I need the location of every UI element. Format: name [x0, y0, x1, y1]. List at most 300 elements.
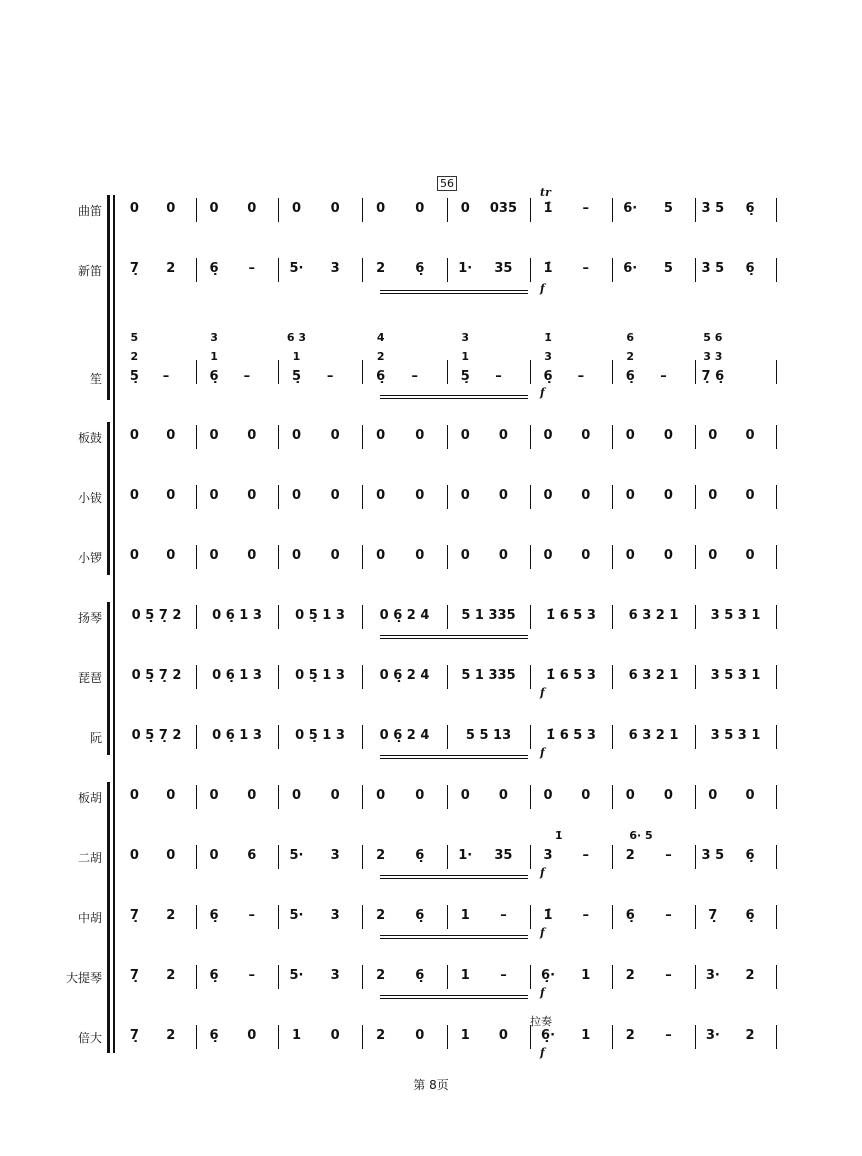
note: 2	[376, 968, 386, 983]
barline	[196, 905, 197, 929]
barline	[362, 605, 363, 629]
instrument-label: 板鼓	[77, 431, 102, 445]
note: 1	[460, 968, 470, 983]
note: 0	[581, 788, 591, 803]
tremolo-line	[380, 638, 528, 639]
barline	[196, 665, 197, 689]
note: 0	[543, 488, 553, 503]
arco-mark: 拉奏	[530, 1016, 552, 1028]
barline	[776, 198, 777, 222]
note: 0	[625, 488, 635, 503]
note: 0	[330, 428, 340, 443]
chord-mid: 2	[376, 350, 385, 363]
note: 6̣·	[541, 968, 556, 983]
note: –	[665, 1028, 672, 1043]
note: 0	[460, 201, 470, 216]
note: 0	[247, 788, 257, 803]
barline	[776, 725, 777, 749]
note: 0	[581, 428, 591, 443]
note: 3 5	[701, 261, 725, 276]
barline	[776, 425, 777, 449]
rest-dash: –	[411, 369, 418, 384]
note: 3 5 3 1	[710, 728, 761, 743]
note: 5	[663, 201, 673, 216]
note: 0	[209, 428, 219, 443]
note: 1·	[458, 848, 473, 863]
note: 0	[581, 488, 591, 503]
barline	[196, 258, 197, 282]
dynamic-f: f	[540, 866, 545, 879]
barline	[362, 1025, 363, 1049]
chord-bottom: 6̣	[625, 369, 635, 384]
note: 0	[166, 201, 176, 216]
tremolo-line	[380, 875, 528, 876]
note: 6̣	[625, 908, 635, 923]
barline	[530, 258, 531, 282]
note: 0 6̣ 2 4	[379, 728, 430, 743]
chord-top: 3	[461, 331, 470, 344]
instrument-label: 大提琴	[65, 971, 102, 985]
note: 5·	[289, 261, 304, 276]
note: 5·	[289, 908, 304, 923]
note: 0	[625, 788, 635, 803]
barline	[612, 725, 613, 749]
barline	[196, 845, 197, 869]
barline	[362, 965, 363, 989]
note: 0 6̣ 1 3	[212, 728, 262, 743]
barline	[612, 360, 613, 384]
note: 1	[291, 1028, 301, 1043]
instrument-label: 板胡	[77, 791, 102, 805]
note: 0	[247, 1028, 257, 1043]
note: 0	[291, 201, 301, 216]
system-line	[113, 195, 115, 1053]
note: 0	[498, 428, 508, 443]
note: 0 6̣ 1 3	[212, 608, 262, 623]
note: 2	[625, 968, 635, 983]
barline	[530, 360, 531, 384]
tremolo-line	[380, 635, 528, 636]
note: 1̇	[543, 908, 553, 923]
note: 3·	[705, 1028, 720, 1043]
note: 0 6̣ 2 4	[379, 608, 430, 623]
barline	[196, 725, 197, 749]
note: 3 5	[701, 848, 725, 863]
note: 0	[129, 788, 139, 803]
barline	[447, 485, 448, 509]
note: 3	[330, 908, 340, 923]
page-footer: 第 8页	[413, 1078, 449, 1092]
note: 0	[209, 788, 219, 803]
barline	[612, 605, 613, 629]
upper-note: 1̇	[554, 829, 563, 842]
note: 0	[460, 548, 470, 563]
note: 0	[543, 788, 553, 803]
note: 0	[247, 428, 257, 443]
note: 1̇ 6 5 3	[546, 668, 596, 683]
barline	[612, 485, 613, 509]
note: 0	[745, 548, 755, 563]
note: 2	[376, 848, 386, 863]
note: 0	[663, 548, 673, 563]
instrument-label: 小锣	[77, 551, 102, 565]
note: –	[500, 968, 507, 983]
barline	[447, 425, 448, 449]
note: 0	[291, 488, 301, 503]
note: 0	[663, 788, 673, 803]
barline	[776, 605, 777, 629]
barline	[447, 545, 448, 569]
note: 2	[166, 908, 176, 923]
note: 0	[129, 848, 139, 863]
dynamic-f: f	[540, 1046, 545, 1059]
barline	[530, 725, 531, 749]
instrument-label: 二胡	[77, 851, 102, 865]
note: 0	[415, 1028, 425, 1043]
tremolo-line	[380, 995, 528, 996]
chord-mid: 2	[130, 350, 139, 363]
note: 0	[129, 201, 139, 216]
note: 6̣	[745, 908, 755, 923]
barline	[695, 965, 696, 989]
note: 3	[330, 261, 340, 276]
chord-bottom: 6̣	[376, 369, 386, 384]
barline	[776, 545, 777, 569]
chord-mid: 3	[544, 350, 552, 363]
note: 0	[498, 1028, 508, 1043]
barline	[447, 258, 448, 282]
barline	[612, 665, 613, 689]
barline	[362, 360, 363, 384]
rest-dash: –	[577, 369, 585, 384]
note: 6	[247, 848, 257, 863]
barline	[196, 545, 197, 569]
note: 6̣	[209, 968, 219, 983]
note: 0	[330, 548, 340, 563]
note: 0	[708, 428, 718, 443]
barline	[612, 905, 613, 929]
barline	[278, 360, 279, 384]
upper-note: 6· 5	[629, 829, 653, 842]
note: –	[665, 848, 672, 863]
tremolo-line	[380, 290, 528, 291]
trill-mark: tr	[540, 186, 551, 199]
barline	[695, 485, 696, 509]
note: –	[582, 261, 589, 276]
barline	[278, 725, 279, 749]
note: 1̇ 6 5 3	[546, 608, 596, 623]
note: –	[665, 908, 672, 923]
note: 0 5̣ 1 3	[295, 608, 345, 623]
note: 35	[494, 848, 513, 863]
barline	[530, 485, 531, 509]
chord-bottom: 5̣	[129, 369, 139, 384]
note: 0	[209, 848, 219, 863]
note: 1·	[458, 261, 473, 276]
note: 5 1 335	[461, 668, 516, 683]
barline	[612, 258, 613, 282]
note: 0	[129, 548, 139, 563]
note: 6̣	[415, 908, 425, 923]
note: 0	[247, 548, 257, 563]
note: 0	[708, 548, 718, 563]
note: 7̣	[129, 908, 139, 923]
note: 0	[415, 428, 425, 443]
note: –	[248, 261, 255, 276]
barline	[362, 665, 363, 689]
instrument-label: 小钹	[77, 491, 102, 505]
note: 0	[209, 201, 219, 216]
dynamic-f: f	[540, 986, 545, 999]
dynamic-f: f	[540, 746, 545, 759]
note: 0 6̣ 2 4	[379, 668, 430, 683]
barline	[196, 360, 197, 384]
tremolo-line	[380, 935, 528, 936]
note: 1̇	[543, 261, 553, 276]
note: 2	[166, 261, 176, 276]
note: 5 5 13	[465, 728, 512, 743]
chord-top: 5	[130, 331, 139, 344]
note: 6 3 2 1	[628, 668, 679, 683]
note: 6̣	[415, 261, 425, 276]
instrument-label: 中胡	[77, 911, 102, 925]
barline	[530, 198, 531, 222]
barline	[776, 665, 777, 689]
barline	[612, 545, 613, 569]
note: 0 5̣ 7̣ 2	[131, 668, 182, 683]
note: 0	[166, 428, 176, 443]
chord-top: 3	[210, 331, 218, 344]
tremolo-line	[380, 938, 528, 939]
chord-bottom: 5̣	[460, 369, 470, 384]
barline	[776, 258, 777, 282]
barline	[196, 605, 197, 629]
chord-top: 4	[376, 331, 385, 344]
note: 7̣	[129, 1028, 139, 1043]
instrument-label: 琵琶	[77, 671, 102, 685]
rest-dash: –	[326, 369, 334, 384]
barline	[530, 965, 531, 989]
barline	[695, 425, 696, 449]
note: 0	[543, 428, 553, 443]
note: 0	[415, 548, 425, 563]
barline	[612, 785, 613, 809]
instrument-label: 曲笛	[77, 204, 102, 218]
note: 0	[460, 428, 470, 443]
barline	[278, 665, 279, 689]
barline	[776, 485, 777, 509]
note: 5	[663, 261, 673, 276]
note: 7̣	[129, 968, 139, 983]
rest-dash: –	[660, 369, 667, 384]
chord-bottom: 7̣ 6̣	[701, 369, 725, 384]
note: 0	[625, 428, 635, 443]
chord-top: 6 3	[286, 331, 307, 344]
barline	[612, 845, 613, 869]
barline	[447, 965, 448, 989]
note: –	[248, 908, 255, 923]
note: 0	[166, 848, 176, 863]
note: 0 6̣ 1 3	[212, 668, 262, 683]
rehearsal-mark: 56	[437, 176, 457, 191]
barline	[530, 665, 531, 689]
chord-top: 6	[626, 331, 635, 344]
barline	[612, 1025, 613, 1049]
dynamic-f: f	[540, 282, 545, 295]
note: 2	[625, 848, 635, 863]
note: 0	[745, 428, 755, 443]
barline	[278, 1025, 279, 1049]
note: 1	[581, 1028, 591, 1043]
barline	[612, 198, 613, 222]
barline	[362, 258, 363, 282]
note: 2	[166, 968, 176, 983]
barline	[278, 258, 279, 282]
rest-dash: –	[243, 369, 251, 384]
tremolo-line	[380, 398, 528, 399]
note: 0	[166, 548, 176, 563]
rest-dash: –	[495, 369, 502, 384]
note: 0	[460, 488, 470, 503]
dynamic-f: f	[540, 686, 545, 699]
barline	[278, 198, 279, 222]
note: 0	[291, 788, 301, 803]
note: 6·	[623, 261, 638, 276]
barline	[196, 425, 197, 449]
chord-mid: 3 3	[703, 350, 723, 363]
tremolo-line	[380, 758, 528, 759]
note: 3 5 3 1	[710, 668, 761, 683]
barline	[447, 905, 448, 929]
note: 2	[625, 1028, 635, 1043]
note: 6̣	[745, 201, 755, 216]
barline	[530, 545, 531, 569]
note: 6̣	[745, 261, 755, 276]
note: 0 5̣ 7̣ 2	[131, 728, 182, 743]
chord-mid: 1	[210, 350, 218, 363]
note: 1̇	[543, 201, 553, 216]
barline	[695, 1025, 696, 1049]
note: 6 3 2 1	[628, 608, 679, 623]
note: 6 3 2 1	[628, 728, 679, 743]
note: 0	[247, 488, 257, 503]
note: 0 5̣ 1 3	[295, 668, 345, 683]
note: 0	[745, 788, 755, 803]
note: 2	[745, 1028, 755, 1043]
barline	[196, 965, 197, 989]
note: 3	[330, 968, 340, 983]
note: 0	[415, 488, 425, 503]
note: 0	[663, 428, 673, 443]
note: 6̣	[415, 848, 425, 863]
barline	[695, 545, 696, 569]
chord-mid: 2	[626, 350, 635, 363]
chord-mid: 1	[461, 350, 470, 363]
barline	[447, 845, 448, 869]
barline	[278, 965, 279, 989]
barline	[530, 785, 531, 809]
note: 7̣	[129, 261, 139, 276]
note: 0	[376, 488, 386, 503]
note: 0 5̣ 7̣ 2	[131, 608, 182, 623]
barline	[196, 198, 197, 222]
tremolo-line	[380, 395, 528, 396]
note: 2	[745, 968, 755, 983]
note: 0	[708, 788, 718, 803]
note: 0	[166, 488, 176, 503]
note: 1	[460, 908, 470, 923]
barline	[447, 725, 448, 749]
note: 0	[415, 201, 425, 216]
barline	[362, 425, 363, 449]
chord-mid: 1	[292, 350, 301, 363]
barline	[362, 198, 363, 222]
barline	[695, 605, 696, 629]
barline	[447, 1025, 448, 1049]
barline	[695, 845, 696, 869]
note: 6̣	[415, 968, 425, 983]
note: –	[665, 968, 672, 983]
note: 2	[376, 261, 386, 276]
chord-top: 1̇	[544, 331, 552, 344]
note: 0	[247, 201, 257, 216]
note: 3	[330, 848, 340, 863]
instrument-label: 倍大	[77, 1031, 102, 1045]
barline	[612, 965, 613, 989]
dynamic-f: f	[540, 926, 545, 939]
note: 6̣	[209, 908, 219, 923]
note: 0	[291, 548, 301, 563]
barline	[695, 258, 696, 282]
barline	[278, 485, 279, 509]
instrument-label: 阮	[89, 731, 102, 745]
note: 0	[209, 488, 219, 503]
note: 3 5	[701, 201, 725, 216]
note: 2	[376, 908, 386, 923]
instrument-label: 笙	[89, 372, 102, 386]
note: 0	[460, 788, 470, 803]
note: –	[582, 848, 589, 863]
tremolo-line	[380, 878, 528, 879]
note: –	[582, 201, 589, 216]
note: 6·	[623, 201, 638, 216]
barline	[530, 425, 531, 449]
barline	[695, 360, 696, 384]
barline	[776, 845, 777, 869]
tremolo-line	[380, 998, 528, 999]
note: 035	[489, 201, 518, 216]
chord-bottom: 6̣	[543, 369, 553, 384]
note: –	[248, 968, 255, 983]
instrument-label: 扬琴	[77, 611, 102, 625]
barline	[695, 905, 696, 929]
note: 0	[745, 488, 755, 503]
note: 0	[708, 488, 718, 503]
barline	[278, 845, 279, 869]
barline	[362, 905, 363, 929]
barline	[447, 605, 448, 629]
barline	[196, 1025, 197, 1049]
barline	[362, 545, 363, 569]
note: 2	[376, 1028, 386, 1043]
barline	[776, 360, 777, 384]
group-bracket	[107, 422, 110, 575]
barline	[278, 785, 279, 809]
barline	[695, 665, 696, 689]
note: 6̣	[209, 1028, 219, 1043]
rest-dash: –	[162, 369, 170, 384]
barline	[196, 785, 197, 809]
